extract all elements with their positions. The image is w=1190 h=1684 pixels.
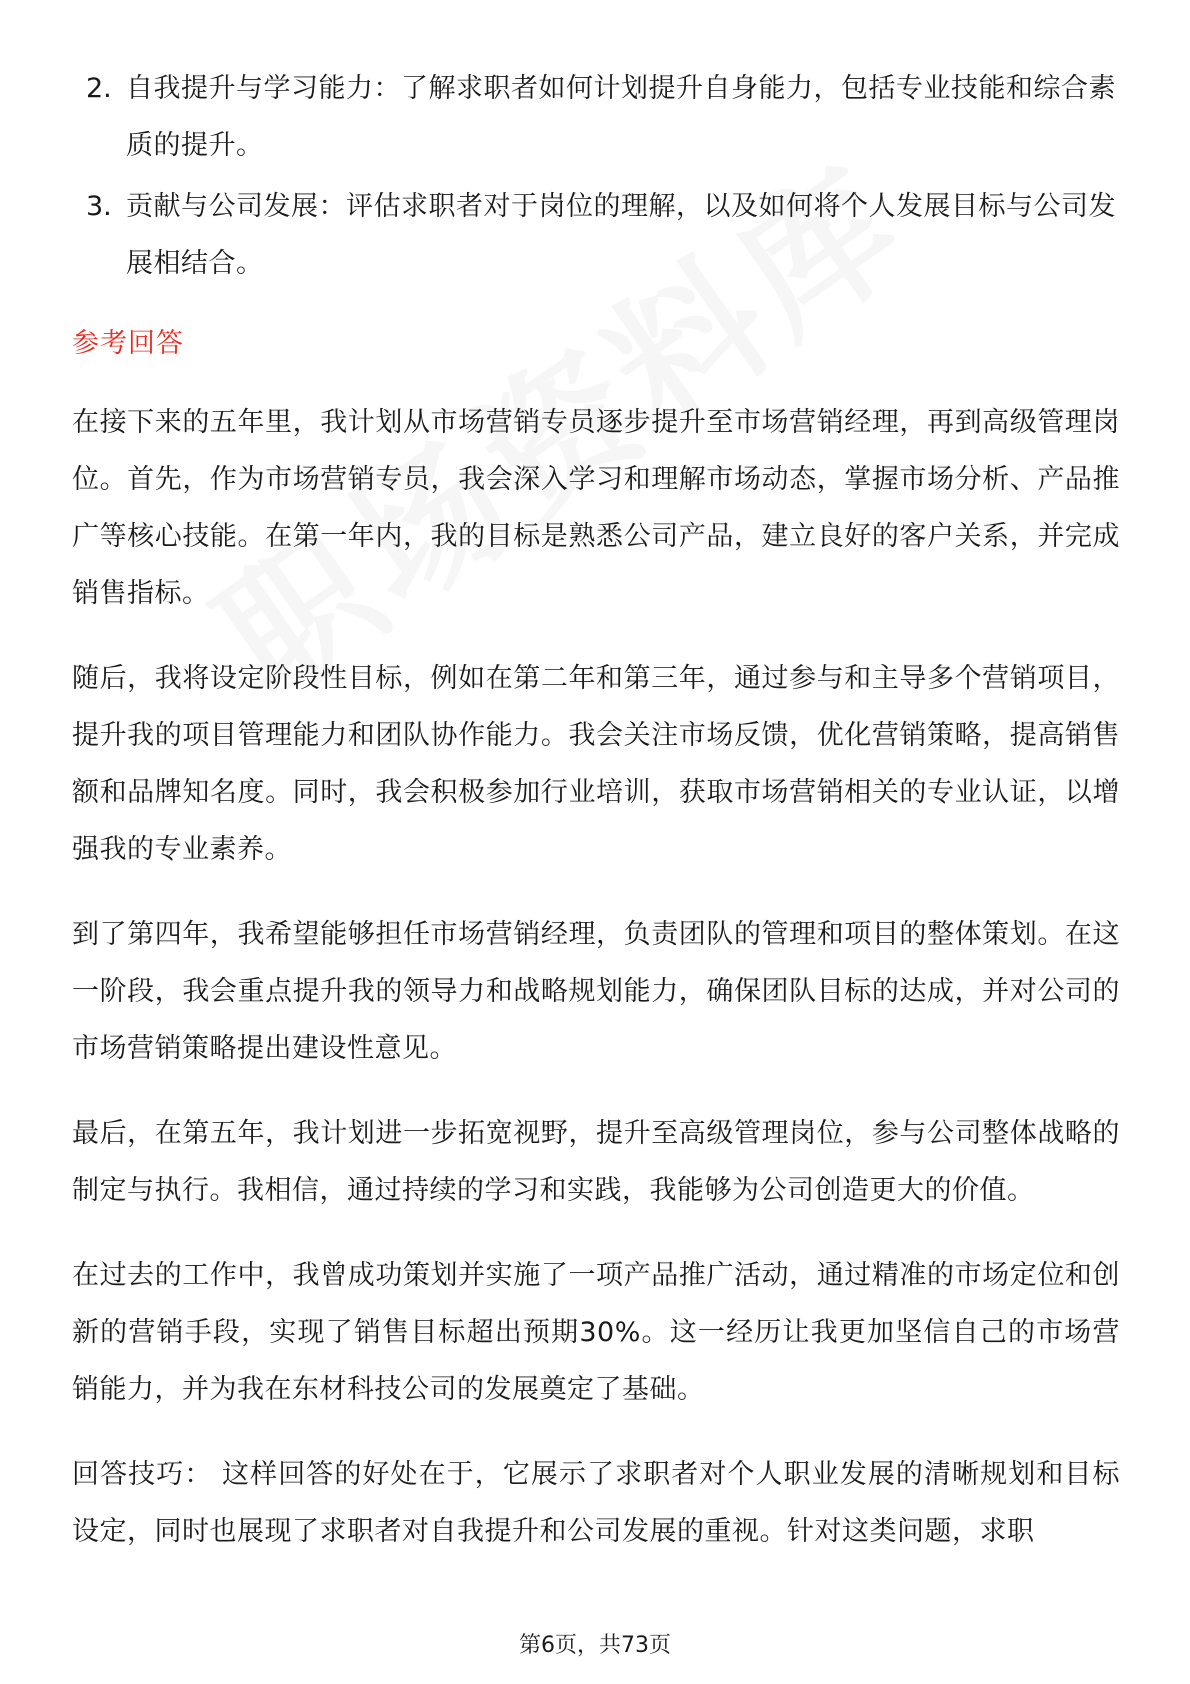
paragraph: 在接下来的五年里，我计划从市场营销专员逐步提升至市场营销经理，再到高级管理岗位。首先，作为市场营销专员，我会深入学习和理解市场动态，掌握市场分析、产品推广等核心技能。在第一年内，我的目标是熟悉公司产品，建立良好的客户关系，并完成销售指标。: [72, 407, 1120, 609]
list-item-number: 3.: [86, 191, 112, 222]
list-item-number: 2.: [86, 73, 112, 104]
list-item: [72, 178, 1120, 292]
paragraph: 在过去的工作中，我曾成功策划并实施了一项产品推广活动，通过精准的市场定位和创新的营销手段，实现了销售目标超出预期30%。这一经历让我更加坚信自己的市场营销能力，并为我在东材科技公司的发展奠定了基础。: [72, 1260, 1120, 1405]
list-item-text: 自我提升与学习能力：了解求职者如何计划提升自身能力，包括专业技能和综合素质的提升。: [126, 73, 1116, 161]
page-content: [72, 60, 1120, 1588]
list-item-text: 贡献与公司发展：评估求职者对于岗位的理解，以及如何将个人发展目标与公司发展相结合。: [126, 191, 1116, 279]
numbered-list: [72, 60, 1120, 292]
paragraph: 回答技巧： 这样回答的好处在于，它展示了求职者对个人职业发展的清晰规划和目标设定，同时也展现了求职者对自我提升和公司发展的重视。针对这类问题，求职: [72, 1459, 1120, 1547]
list-item: [72, 60, 1120, 174]
paragraph: 随后，我将设定阶段性目标，例如在第二年和第三年，通过参与和主导多个营销项目，提升我的项目管理能力和团队协作能力。我会关注市场反馈，优化营销策略，提高销售额和品牌知名度。同时，我会积极参加行业培训，获取市场营销相关的专业认证，以增强我的专业素养。: [72, 663, 1120, 865]
section-title: 参考回答: [72, 328, 184, 359]
paragraph: 到了第四年，我希望能够担任市场营销经理，负责团队的管理和项目的整体策划。在这一阶段，我会重点提升我的领导力和战略规划能力，确保团队目标的达成，并对公司的市场营销策略提出建设性意见。: [72, 919, 1120, 1064]
paragraph: 最后，在第五年，我计划进一步拓宽视野，提升至高级管理岗位，参与公司整体战略的制定与执行。我相信，通过持续的学习和实践，我能够为公司创造更大的价值。: [72, 1118, 1120, 1206]
page-footer: 第6页，共73页: [519, 1633, 671, 1658]
